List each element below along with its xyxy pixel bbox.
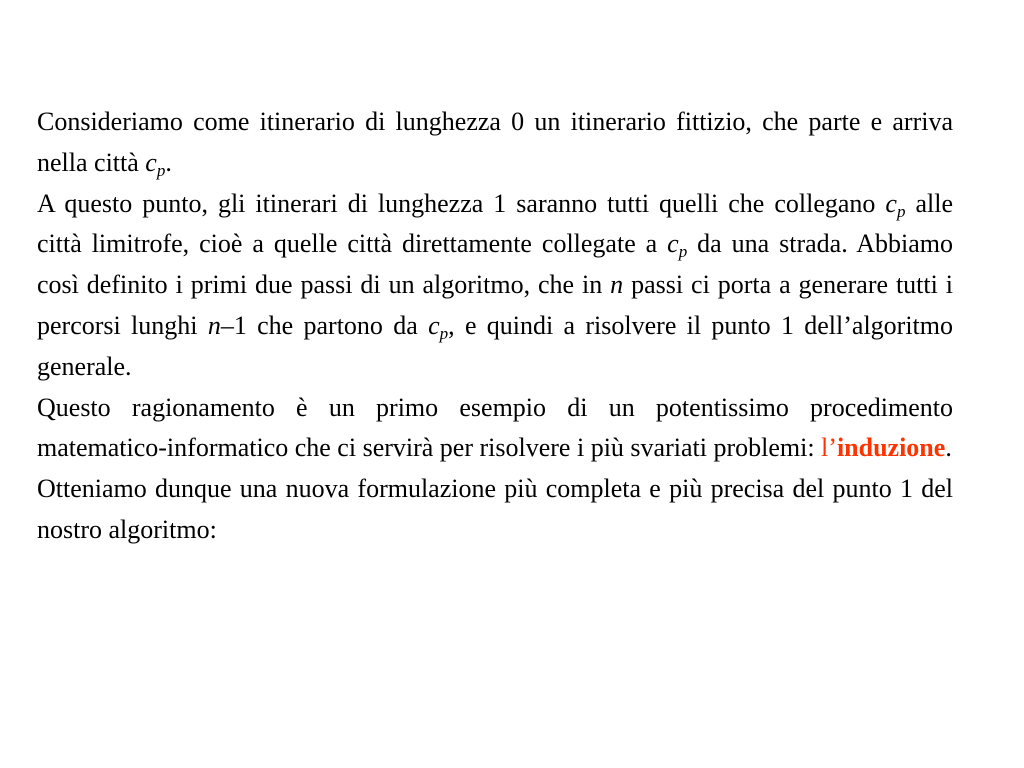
paragraph-1 xyxy=(37,102,953,184)
slide-content xyxy=(37,102,953,551)
paragraph-2-text-b: alle città limitrofe, cioè a quelle città direttamente collegate a xyxy=(37,188,953,259)
paragraph-2-text-a: A questo punto, gli itinerari di lunghezza 1 saranno tutti quelli che collegano xyxy=(37,188,886,218)
paragraph-3-text-b: . xyxy=(945,433,952,463)
paragraph-2-text-d: passi ci porta a generare tutti i percorsi lunghi xyxy=(37,270,953,340)
paragraph-3 xyxy=(37,388,953,470)
paragraph-4 xyxy=(37,469,953,551)
paragraph-2-text-e: che partono da xyxy=(246,310,429,340)
var-c: c xyxy=(428,310,440,340)
var-p-subscript: p xyxy=(439,323,449,343)
paragraph-2-text-c: da una strada. Abbiamo così definito i primi due passi di un algoritmo, che in xyxy=(37,229,953,300)
paragraph-2 xyxy=(37,184,953,388)
var-p-subscript: p xyxy=(896,201,906,221)
paragraph-1-text-b: . xyxy=(165,147,172,177)
var-c: c xyxy=(885,188,897,218)
var-n: n xyxy=(610,270,624,300)
var-p-subscript: p xyxy=(678,242,688,262)
var-c: c xyxy=(145,147,157,177)
paragraph-2-text-f: , e quindi a risolvere il punto 1 dell’algoritmo generale. xyxy=(37,310,954,381)
var-n: n xyxy=(207,310,221,340)
induzione-keyword: induzione xyxy=(836,433,946,463)
paragraph-3-text-a: Questo ragionamento è un primo esempio di un potentissimo procedimento matematico-informatico che ci servirà per risolvere i più svariati problemi: xyxy=(37,392,953,463)
paragraph-1-text-a: Consideriamo come itinerario di lunghezza 0 un itinerario fittizio, che parte e arriva nella città xyxy=(37,107,953,177)
paragraph-4-text: Otteniamo dunque una nuova formulazione più completa e più precisa del punto 1 del nostro algoritmo: xyxy=(37,474,953,544)
var-p-subscript: p xyxy=(156,160,166,180)
var-c: c xyxy=(667,229,679,259)
n-minus-one: –1 xyxy=(220,310,247,340)
induzione-article: l’ xyxy=(821,433,837,463)
